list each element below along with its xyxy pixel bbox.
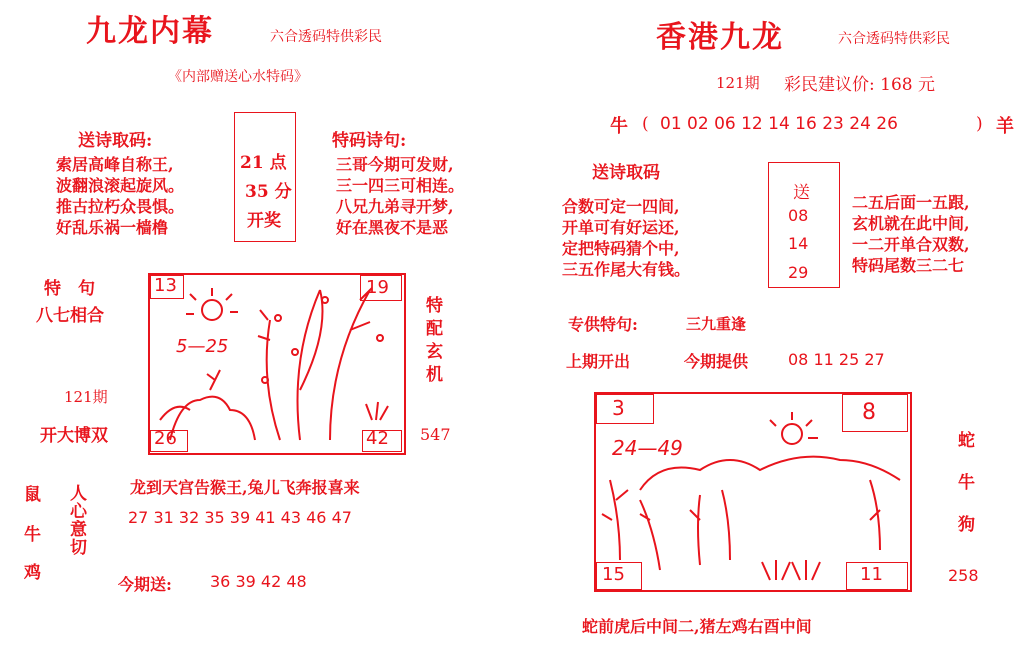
- right-poem-label: 送诗取码: [592, 163, 660, 183]
- left-issue-result: 开大博双: [40, 426, 108, 446]
- left-right-number: 547: [420, 425, 451, 444]
- poem-line: 定把特码猜个中,: [562, 239, 680, 258]
- right-subtitle: 六合透码特供彩民: [838, 31, 950, 47]
- poem-line: 三一四三可相连。: [336, 176, 465, 195]
- poem-line: 开单可有好运还,: [562, 218, 680, 237]
- animal: 狗: [958, 515, 975, 535]
- animal: 鸡: [24, 563, 41, 583]
- number-row-left-animal: 牛: [610, 116, 628, 137]
- send-number: 29: [788, 263, 809, 282]
- poem-line: 推古拉朽众畏惧。: [56, 197, 185, 216]
- price: 彩民建议价: 168 元: [784, 75, 935, 95]
- special-phrase: 八七相合: [36, 306, 104, 326]
- right-right-number: 258: [948, 566, 979, 585]
- poem-line: 波翻浪滚起旋风。: [56, 176, 185, 195]
- number-row-open: (: [642, 114, 649, 134]
- send-number: 08: [788, 206, 809, 225]
- last-label: 上期开出: [566, 352, 631, 371]
- corner-number: 19: [366, 277, 389, 298]
- draw-time-label: 开奖: [247, 211, 281, 231]
- corner-number: 42: [366, 428, 389, 449]
- poem-line: 索居高峰自称王,: [56, 155, 174, 174]
- poem-line: 一二开单合双数,: [852, 235, 970, 254]
- right-issue: 121期: [716, 74, 760, 92]
- poem-line: 特码尾数三二七: [852, 256, 965, 275]
- today-numbers: 36 39 42 48: [210, 572, 307, 591]
- animal: 牛: [958, 473, 975, 493]
- animal: 牛: [24, 525, 41, 545]
- right-bottom-verse: 蛇前虎后中间二,猪左鸡右酉中间: [582, 617, 812, 636]
- left-issue: 121期: [64, 388, 108, 406]
- right-title: 香港九龙: [656, 20, 784, 55]
- left-poem-label: 送诗取码:: [78, 131, 153, 151]
- poem-line: 三哥今期可发财,: [336, 155, 454, 174]
- animal: 鼠: [24, 485, 41, 505]
- draw-time-minute: 35 分: [245, 182, 292, 202]
- right-special-phrase: 三九重逢: [686, 315, 747, 333]
- poem-line: 八兄九弟寻开梦,: [336, 197, 454, 216]
- left-numbers: 27 31 32 35 39 41 43 46 47: [128, 508, 352, 527]
- poem-line: 合数可定一四间,: [562, 197, 680, 216]
- left-vertical-hint: 特配玄机: [422, 296, 442, 388]
- number-row-close: ): [976, 114, 983, 134]
- send-label: 送: [793, 183, 810, 203]
- animal: 蛇: [958, 431, 975, 451]
- poem-line: 二五后面一五跟,: [852, 193, 970, 212]
- number-row-numbers: 01 02 06 12 14 16 23 24 26: [660, 114, 898, 134]
- corner-number: 11: [860, 564, 883, 585]
- corner-number: 13: [154, 275, 177, 296]
- left-vertical-phrase: 人心意切: [66, 484, 86, 556]
- poem-line: 好乱乐祸一樯橹: [56, 218, 169, 237]
- right-today-label: 今期提供: [684, 352, 749, 371]
- right-today-numbers: 08 11 25 27: [788, 350, 885, 369]
- poem-line: 好在黑夜不是恶: [336, 218, 449, 237]
- picture-scribble: 24—49: [612, 436, 683, 460]
- poem-line: 玄机就在此中间,: [852, 214, 970, 233]
- special-phrase-label: 特 句: [44, 279, 95, 299]
- corner-number: 26: [154, 428, 177, 449]
- left-verse: 龙到天宫告猴王,兔儿飞奔报喜来: [130, 478, 360, 497]
- picture-scribble: 5—25: [176, 336, 229, 357]
- today-label: 今期送:: [118, 575, 172, 594]
- corner-number: 8: [862, 400, 876, 425]
- send-number: 14: [788, 234, 809, 253]
- number-row-right-animal: 羊: [996, 116, 1014, 137]
- corner-number: 3: [612, 396, 625, 420]
- left-tagline: 《内部赠送心水特码》: [168, 69, 308, 85]
- corner-number: 15: [602, 564, 625, 585]
- draw-time-hour: 21 点: [240, 153, 287, 173]
- special-poem-label: 特码诗句:: [332, 131, 407, 151]
- left-subtitle: 六合透码特供彩民: [270, 29, 382, 45]
- right-special-label: 专供特句:: [568, 315, 638, 334]
- poem-line: 三五作尾大有钱。: [562, 260, 691, 279]
- left-title: 九龙内幕: [86, 14, 214, 49]
